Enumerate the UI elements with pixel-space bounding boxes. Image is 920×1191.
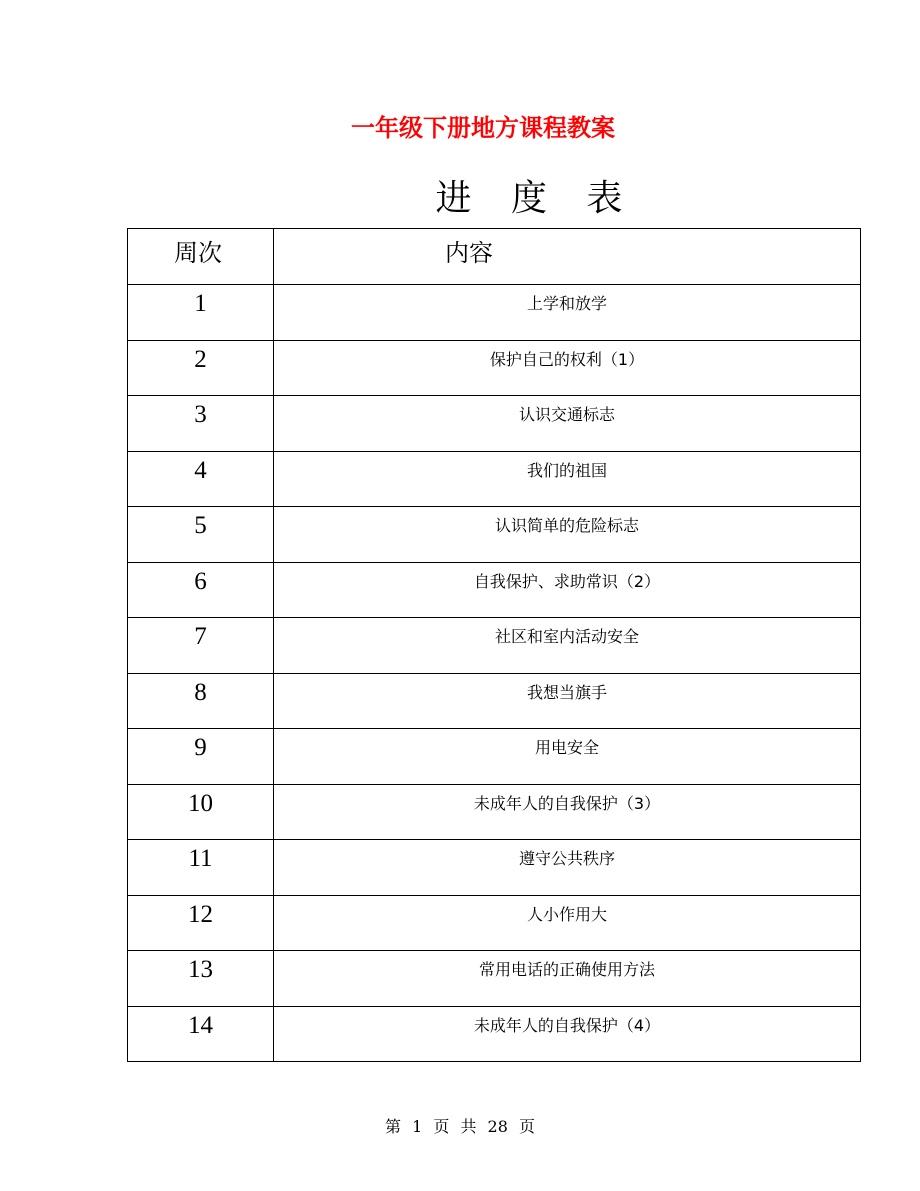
- table-title: 进 度 表: [435, 178, 637, 219]
- lesson-content: 认识简单的危险标志: [274, 507, 861, 563]
- week-number: 7: [128, 618, 274, 674]
- table-row: [128, 840, 861, 896]
- week-number: 11: [128, 840, 274, 896]
- table-row: [128, 507, 861, 563]
- lesson-content: 我们的祖国: [274, 451, 861, 507]
- lesson-content: 未成年人的自我保护（4）: [274, 1006, 861, 1062]
- lesson-content: 遵守公共秩序: [274, 840, 861, 896]
- page-footer: 第 1 页 共 28 页: [385, 1117, 535, 1136]
- week-number: 9: [128, 729, 274, 785]
- week-number: 6: [128, 562, 274, 618]
- header-week: 周次: [128, 229, 274, 285]
- table-row: [128, 784, 861, 840]
- table-row: [128, 562, 861, 618]
- week-number: 1: [128, 285, 274, 341]
- week-number: 4: [128, 451, 274, 507]
- table-row: [128, 895, 861, 951]
- week-number: 10: [128, 784, 274, 840]
- table-header-row: [128, 229, 861, 285]
- table-row: [128, 396, 861, 452]
- schedule-table: [127, 228, 861, 1062]
- table-row: [128, 673, 861, 729]
- lesson-content: 社区和室内活动安全: [274, 618, 861, 674]
- week-number: 12: [128, 895, 274, 951]
- lesson-content: 上学和放学: [274, 285, 861, 341]
- lesson-content: 我想当旗手: [274, 673, 861, 729]
- week-number: 14: [128, 1006, 274, 1062]
- document-title: 一年级下册地方课程教案: [351, 114, 615, 142]
- week-number: 2: [128, 340, 274, 396]
- week-number: 5: [128, 507, 274, 563]
- lesson-content: 常用电话的正确使用方法: [274, 951, 861, 1007]
- lesson-content: 自我保护、求助常识（2）: [274, 562, 861, 618]
- table-row: [128, 618, 861, 674]
- table-row: [128, 340, 861, 396]
- week-number: 13: [128, 951, 274, 1007]
- week-number: 8: [128, 673, 274, 729]
- table-row: [128, 729, 861, 785]
- lesson-content: 保护自己的权利（1）: [274, 340, 861, 396]
- week-number: 3: [128, 396, 274, 452]
- table-row: [128, 285, 861, 341]
- schedule-body: [128, 285, 861, 1062]
- header-content: 内容: [274, 229, 861, 285]
- lesson-content: 认识交通标志: [274, 396, 861, 452]
- table-row: [128, 451, 861, 507]
- table-row: [128, 1006, 861, 1062]
- lesson-content: 未成年人的自我保护（3）: [274, 784, 861, 840]
- lesson-content: 用电安全: [274, 729, 861, 785]
- lesson-content: 人小作用大: [274, 895, 861, 951]
- table-row: [128, 951, 861, 1007]
